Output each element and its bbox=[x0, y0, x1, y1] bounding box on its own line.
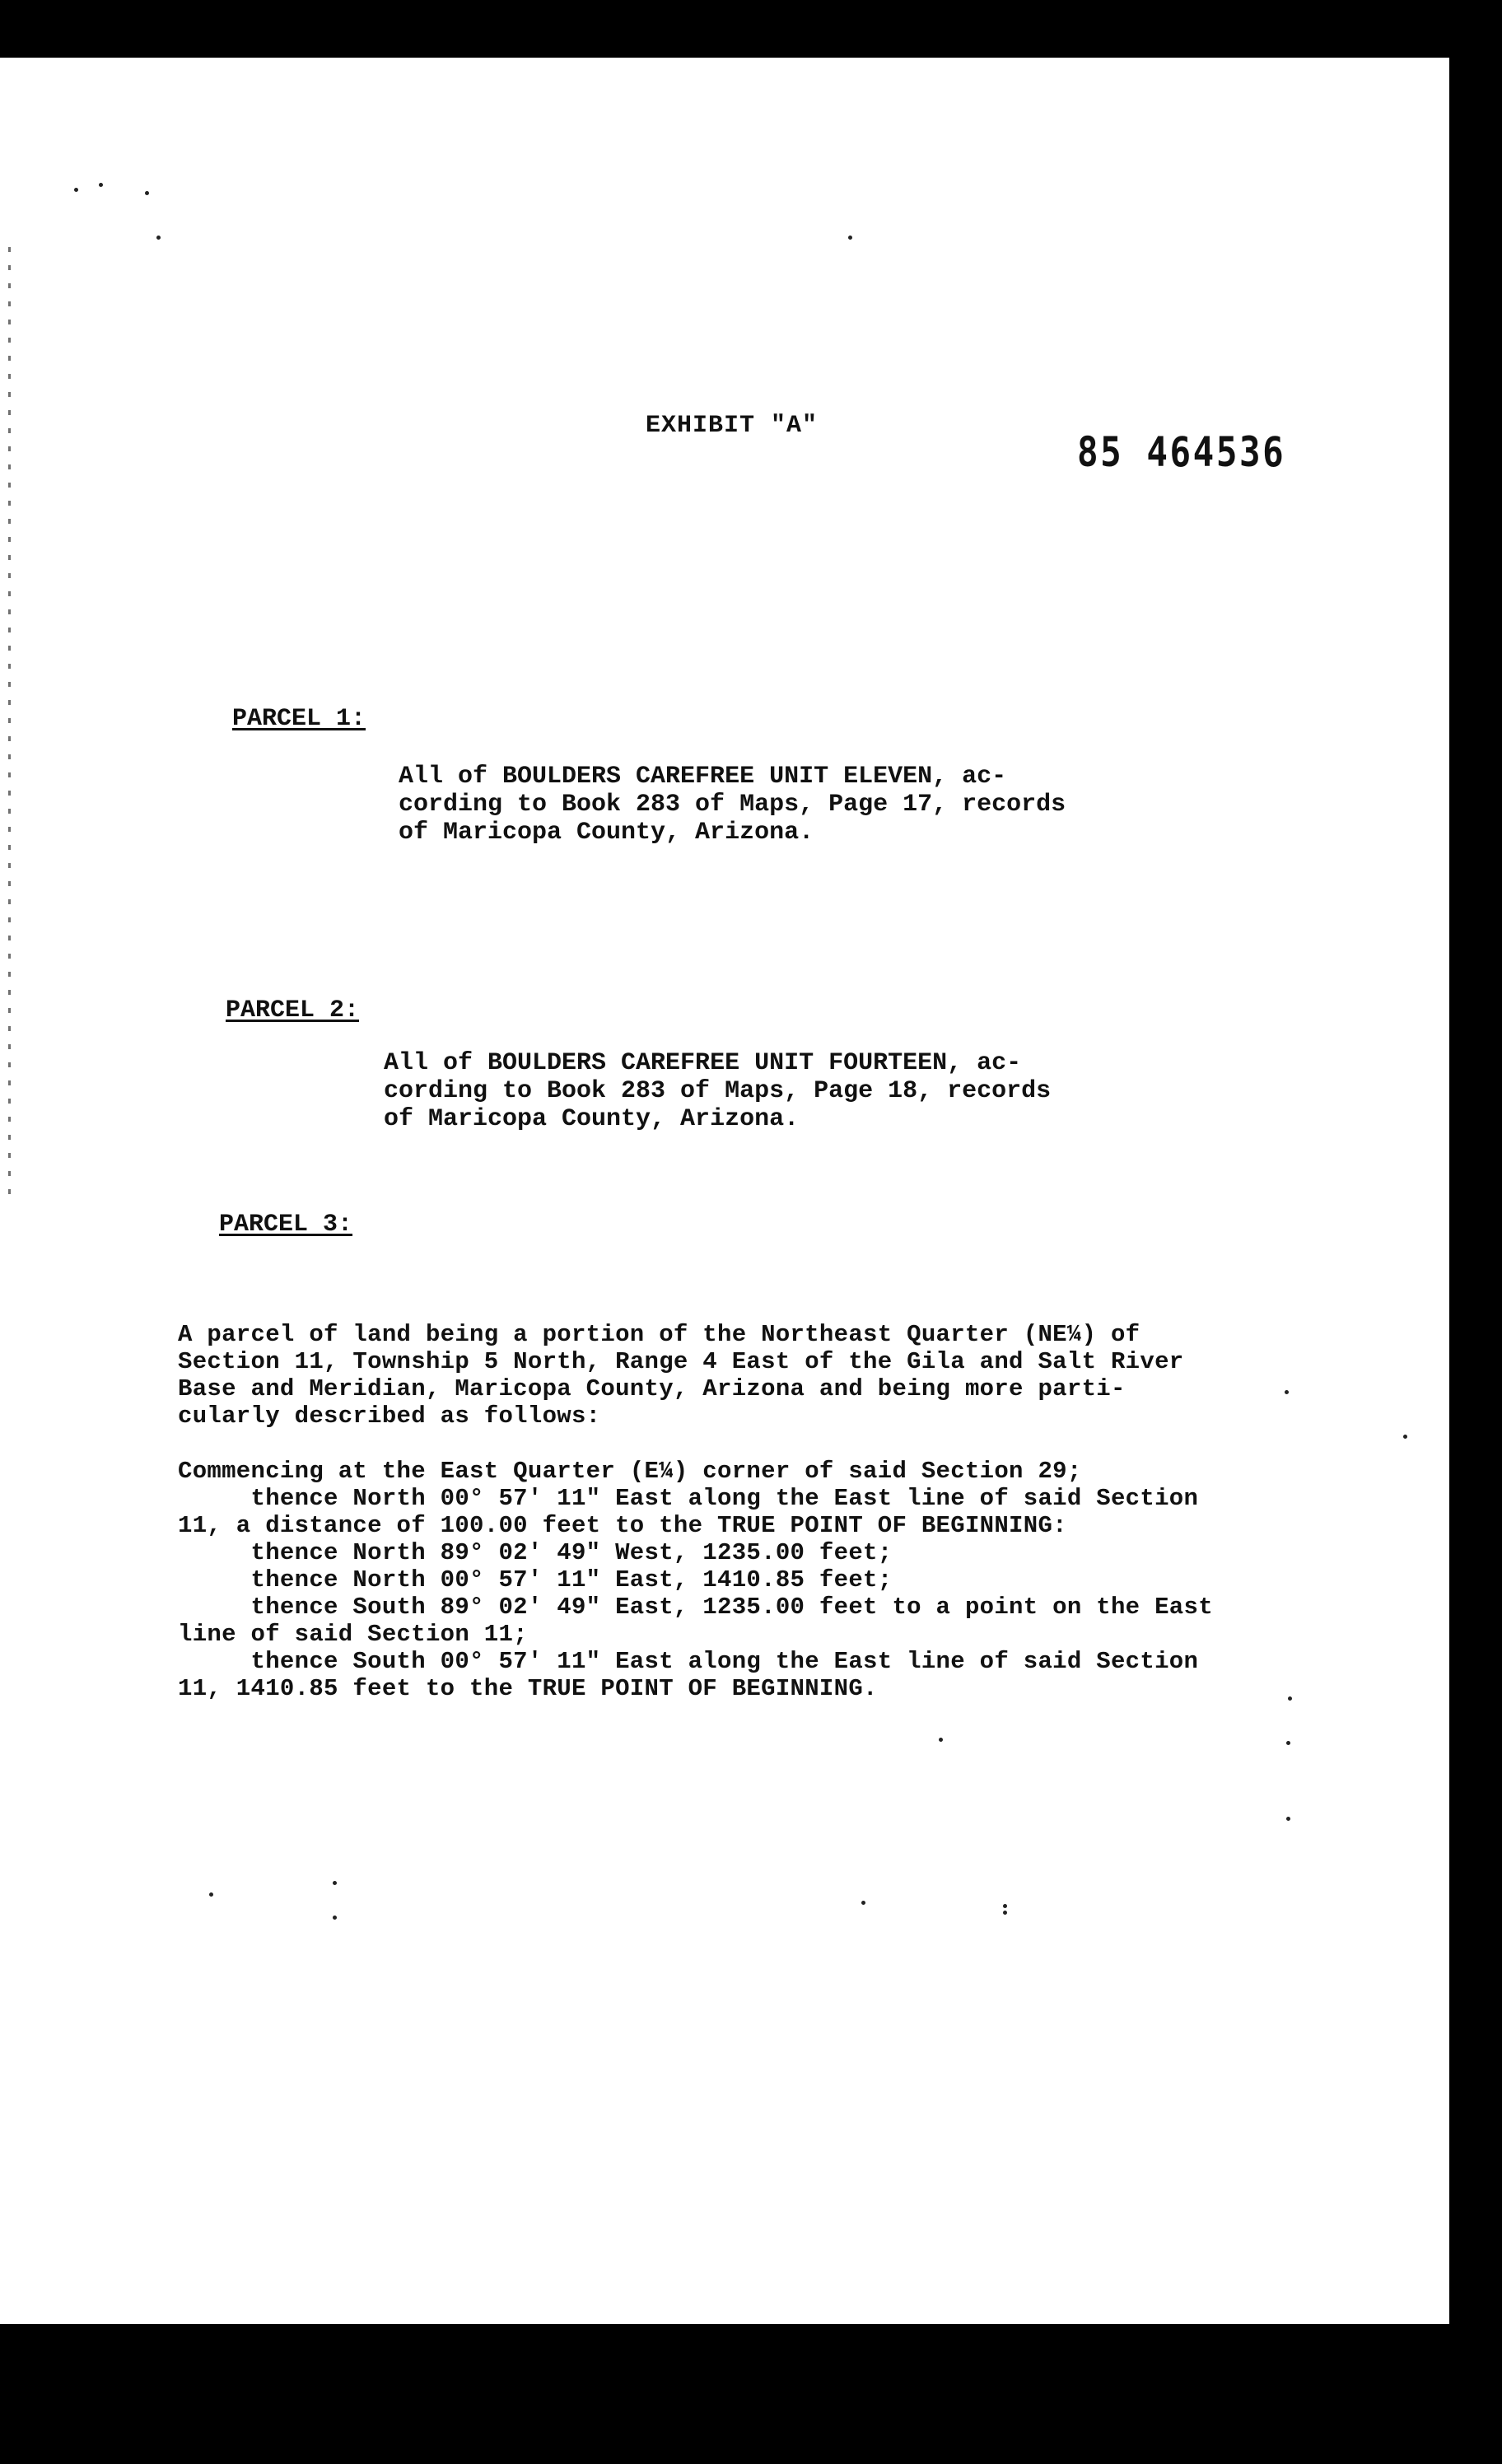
parcel-2-line: cording to Book 283 of Maps, Page 18, records bbox=[384, 1077, 1052, 1105]
description-line: Section 11, Township 5 North, Range 4 East of the Gila and Salt River bbox=[178, 1348, 1184, 1375]
description-line: Base and Meridian, Maricopa County, Arizona and being more parti- bbox=[178, 1375, 1126, 1402]
scan-dot bbox=[1286, 1741, 1290, 1745]
scan-dot bbox=[156, 236, 161, 240]
scan-dot bbox=[1288, 1696, 1292, 1701]
parcel-1-line: of Maricopa County, Arizona. bbox=[399, 819, 814, 847]
parcel-1-line: All of BOULDERS CAREFREE UNIT ELEVEN, ac- bbox=[399, 763, 1007, 791]
scan-edge bbox=[1449, 165, 1502, 2306]
course-line: thence North 89° 02' 49" West, 1235.00 feet; bbox=[178, 1539, 893, 1566]
course-line: 11, 1410.85 feet to the TRUE POINT OF BEGINNING. bbox=[178, 1675, 878, 1702]
parcel-2-line: of Maricopa County, Arizona. bbox=[384, 1105, 800, 1133]
description-line: A parcel of land being a portion of the Northeast Quarter (NE¼) of bbox=[178, 1321, 1140, 1348]
course-line: Commencing at the East Quarter (E¼) corner of said Section 29; bbox=[178, 1458, 1082, 1485]
scan-dot bbox=[74, 188, 78, 192]
course-line: line of said Section 11; bbox=[178, 1621, 528, 1648]
scan-dot bbox=[1003, 1911, 1007, 1915]
course-line: thence North 00° 57' 11" East along the East line of said Section bbox=[178, 1485, 1199, 1512]
exhibit-title: EXHIBIT "A" bbox=[646, 412, 819, 440]
parcel-2-description bbox=[384, 1049, 1051, 1133]
parcel-1-line: cording to Book 283 of Maps, Page 17, records bbox=[399, 791, 1066, 819]
scan-dot bbox=[1286, 1817, 1290, 1821]
parcel-2-line: All of BOULDERS CAREFREE UNIT FOURTEEN, ac- bbox=[384, 1049, 1022, 1077]
scan-dot bbox=[333, 1881, 337, 1885]
scan-dot bbox=[939, 1738, 943, 1742]
scan-dot bbox=[99, 183, 103, 187]
scan-dot bbox=[861, 1901, 865, 1905]
description-line: cularly described as follows: bbox=[178, 1402, 601, 1430]
scan-dot bbox=[1003, 1904, 1007, 1908]
parcel-1-description bbox=[399, 763, 1066, 847]
scan-dot bbox=[1285, 1390, 1289, 1394]
scan-dot bbox=[848, 236, 852, 240]
scan-dot bbox=[209, 1892, 213, 1897]
parcel-3-heading: PARCEL 3: bbox=[219, 1211, 353, 1239]
parcel-1-heading: PARCEL 1: bbox=[232, 705, 366, 733]
course-line: thence South 00° 57' 11" East along the East line of said Section bbox=[178, 1648, 1199, 1675]
scan-dot bbox=[145, 191, 149, 195]
parcel-3-courses bbox=[178, 1458, 1213, 1702]
recording-number: 85 464536 bbox=[1077, 428, 1286, 476]
scan-dot bbox=[333, 1916, 337, 1920]
scan-dot bbox=[1403, 1435, 1407, 1439]
scan-speckle bbox=[8, 247, 11, 1194]
parcel-3-description bbox=[178, 1321, 1184, 1430]
course-line: thence South 89° 02' 49" East, 1235.00 feet to a point on the East bbox=[178, 1594, 1213, 1621]
course-line: thence North 00° 57' 11" East, 1410.85 feet; bbox=[178, 1566, 893, 1594]
course-line: 11, a distance of 100.00 feet to the TRUE POINT OF BEGINNING: bbox=[178, 1512, 1067, 1539]
document-page bbox=[0, 58, 1449, 2324]
parcel-2-heading: PARCEL 2: bbox=[226, 996, 360, 1024]
